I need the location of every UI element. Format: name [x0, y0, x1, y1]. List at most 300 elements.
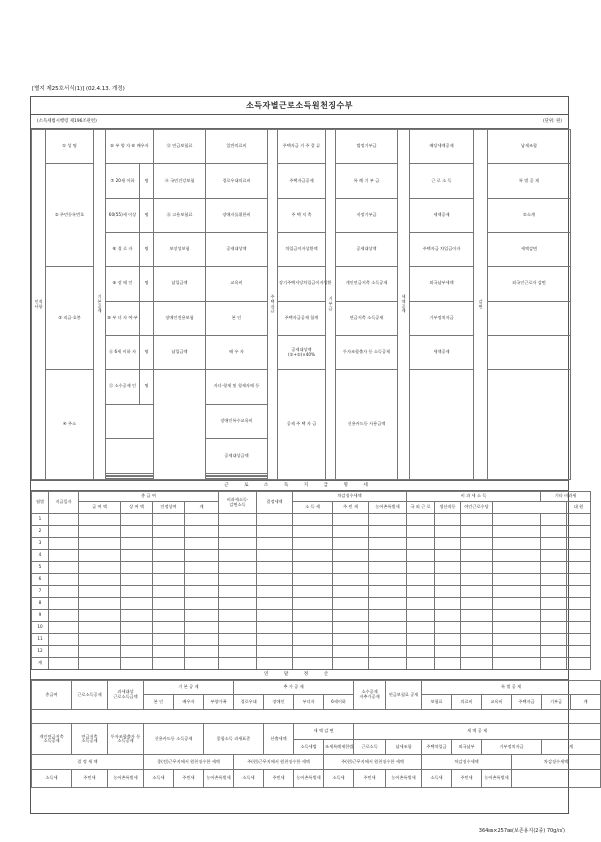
month-cell[interactable]: [79, 562, 121, 574]
month-cell[interactable]: [257, 574, 293, 586]
month-cell[interactable]: [461, 586, 493, 598]
month-cell[interactable]: [369, 634, 407, 646]
month-label: 7: [32, 586, 49, 598]
a2b-union: 납세조합: [386, 739, 422, 755]
a2b-special-act: 조세특례제한법: [324, 739, 354, 755]
month-cell[interactable]: [185, 526, 219, 538]
month-label: 8: [32, 598, 49, 610]
month-cell[interactable]: [493, 646, 541, 658]
a2b-political: 기부정치자금: [482, 739, 542, 755]
month-cell[interactable]: [257, 610, 293, 622]
month-row: [32, 610, 591, 622]
month-cell[interactable]: [461, 646, 493, 658]
month-cell[interactable]: [49, 538, 79, 550]
info-table: [31, 129, 571, 480]
month-cell[interactable]: [49, 610, 79, 622]
month-cell[interactable]: [121, 622, 153, 634]
month-cell[interactable]: [49, 562, 79, 574]
month-cell[interactable]: [567, 550, 591, 562]
month-cell[interactable]: [49, 622, 79, 634]
month-cell[interactable]: [121, 586, 153, 598]
month-cell[interactable]: [435, 634, 461, 646]
month-cell[interactable]: [293, 562, 333, 574]
month-cell[interactable]: [293, 574, 333, 586]
month-cell[interactable]: [153, 550, 185, 562]
month-cell[interactable]: [79, 514, 121, 526]
subtotal: ①소계: [488, 198, 571, 232]
a-total-pay: 총급여: [32, 681, 72, 710]
a-self: 본 인: [144, 695, 174, 709]
month-cell[interactable]: [293, 526, 333, 538]
month-cell[interactable]: [541, 586, 567, 598]
month-cell[interactable]: [541, 538, 567, 550]
month-row: [32, 646, 591, 658]
a3b-1: 주민세: [72, 769, 108, 787]
month-cell[interactable]: [567, 634, 591, 646]
month-cell[interactable]: [541, 526, 567, 538]
month-label: 12: [32, 646, 49, 658]
month-cell[interactable]: [493, 622, 541, 634]
month-cell[interactable]: [219, 622, 257, 634]
month-label: 1: [32, 514, 49, 526]
month-cell[interactable]: [369, 562, 407, 574]
month-cell[interactable]: [121, 526, 153, 538]
month-cell[interactable]: [153, 622, 185, 634]
month-cell[interactable]: [219, 646, 257, 658]
month-cell[interactable]: [79, 550, 121, 562]
a3b-0: 소득세: [32, 769, 72, 787]
address: ④ 주소: [46, 370, 94, 480]
month-cell[interactable]: [541, 550, 567, 562]
month-cell[interactable]: [407, 622, 435, 634]
month-cell[interactable]: [79, 646, 121, 658]
month-cell[interactable]: [333, 550, 369, 562]
month-cell[interactable]: [435, 586, 461, 598]
month-cell[interactable]: [461, 562, 493, 574]
month-cell[interactable]: [407, 550, 435, 562]
month-cell[interactable]: [257, 646, 293, 658]
tax-union: 납세조합: [488, 130, 571, 164]
month-cell[interactable]: [333, 562, 369, 574]
month-cell[interactable]: [121, 610, 153, 622]
withholding-ledger-form: [30, 96, 588, 814]
disabled-medical: 장애자를위한비: [206, 198, 268, 232]
month-cell[interactable]: [435, 622, 461, 634]
spouse-education: 배 우 자: [206, 335, 268, 369]
month-cell[interactable]: [49, 586, 79, 598]
month-cell[interactable]: [407, 610, 435, 622]
a3b-11: 농어촌특별세: [386, 769, 422, 787]
special-blank-2: [488, 335, 571, 369]
month-cell[interactable]: [219, 598, 257, 610]
month-cell[interactable]: [461, 550, 493, 562]
month-cell[interactable]: [407, 574, 435, 586]
month-cell[interactable]: [185, 538, 219, 550]
a-woman: 부녀자: [294, 695, 324, 709]
month-cell[interactable]: [333, 622, 369, 634]
month-cell[interactable]: [369, 598, 407, 610]
month-cell[interactable]: [219, 562, 257, 574]
month-cell[interactable]: [435, 646, 461, 658]
month-cell[interactable]: [79, 658, 121, 670]
h-bonus: 상 여 액: [121, 502, 153, 514]
month-cell[interactable]: [333, 538, 369, 550]
month-cell[interactable]: [493, 598, 541, 610]
month-cell[interactable]: [541, 622, 567, 634]
month-cell[interactable]: [153, 610, 185, 622]
month-cell[interactable]: [493, 538, 541, 550]
month-cell[interactable]: [49, 634, 79, 646]
h-resident-tax: 주 민 세: [333, 502, 369, 514]
month-cell[interactable]: [461, 622, 493, 634]
month-cell[interactable]: [185, 646, 219, 658]
month-cell[interactable]: [541, 562, 567, 574]
month-cell[interactable]: [333, 634, 369, 646]
a-sum: 계: [571, 695, 601, 709]
a-basic-deduction: 기 본 공 제: [144, 681, 234, 695]
month-cell[interactable]: [257, 538, 293, 550]
a-small-family: 소수공제 자추가공제: [354, 681, 386, 710]
month-cell[interactable]: [293, 610, 333, 622]
month-cell[interactable]: [567, 622, 591, 634]
month-cell[interactable]: [435, 574, 461, 586]
month-cell[interactable]: [79, 574, 121, 586]
dep-row-1-unit: 명: [140, 198, 154, 232]
month-cell[interactable]: [185, 598, 219, 610]
month-cell[interactable]: [369, 586, 407, 598]
dep-row-6-unit: 명: [140, 370, 154, 404]
month-cell[interactable]: [407, 598, 435, 610]
month-cell[interactable]: [293, 598, 333, 610]
month-cell[interactable]: [333, 574, 369, 586]
month-cell[interactable]: [541, 646, 567, 658]
foreign-tax: 외국납부세액: [410, 267, 474, 301]
month-cell[interactable]: [153, 646, 185, 658]
h-production: 생산직등: [435, 502, 461, 514]
month-cell[interactable]: [567, 586, 591, 598]
month-cell[interactable]: [219, 514, 257, 526]
month-cell[interactable]: [461, 514, 493, 526]
designated-donation: 지정기부금: [336, 198, 398, 232]
month-cell[interactable]: [567, 598, 591, 610]
month-cell[interactable]: [541, 574, 567, 586]
month-cell[interactable]: [79, 538, 121, 550]
month-cell[interactable]: [79, 586, 121, 598]
a2b-earned: 근로소득: [354, 739, 386, 755]
month-cell[interactable]: [435, 526, 461, 538]
month-cell[interactable]: [121, 514, 153, 526]
month-cell[interactable]: [257, 550, 293, 562]
a-housing: 주택자금: [512, 695, 542, 709]
month-cell[interactable]: [79, 598, 121, 610]
month-cell[interactable]: [49, 574, 79, 586]
month-cell[interactable]: [121, 550, 153, 562]
month-cell[interactable]: [541, 634, 567, 646]
a3b-14: 농어촌특별세: [482, 769, 512, 787]
month-cell[interactable]: [153, 598, 185, 610]
month-cell[interactable]: [49, 514, 79, 526]
a3b-10: 주민세: [354, 769, 386, 787]
employment-insurance: ⑮ 고용보험료: [154, 198, 206, 232]
month-cell[interactable]: [541, 610, 567, 622]
a2b-sum: 계: [542, 739, 601, 755]
month-cell[interactable]: [461, 526, 493, 538]
month-cell[interactable]: [333, 646, 369, 658]
month-cell[interactable]: [435, 658, 461, 670]
title-bar: [31, 97, 568, 115]
loan-interest: 차입금이자상환액: [278, 232, 326, 266]
month-cell[interactable]: [461, 634, 493, 646]
month-cell[interactable]: [461, 610, 493, 622]
month-cell[interactable]: [49, 658, 79, 670]
dep-row-4-unit: [140, 301, 154, 335]
month-cell[interactable]: [153, 538, 185, 550]
month-row: [32, 550, 591, 562]
month-cell[interactable]: [219, 526, 257, 538]
a3b-8: 농어촌특별세: [294, 769, 324, 787]
month-cell[interactable]: [407, 586, 435, 598]
h-income-tax: 소 득 세: [293, 502, 333, 514]
political-donation: 기부정치자금: [410, 301, 474, 335]
month-cell[interactable]: [79, 526, 121, 538]
month-row: [32, 562, 591, 574]
month-cell[interactable]: [369, 622, 407, 634]
month-cell[interactable]: [185, 610, 219, 622]
a2-personal-pension: 개인연금저축 소득공제: [32, 724, 72, 755]
form-reference: [별지 제25호서식(1)] (02.4.13. 개정): [32, 86, 125, 92]
dep-row-4-label: ⑩ 부 녀 자 여·부: [106, 301, 140, 335]
month-cell[interactable]: [369, 538, 407, 550]
month-cell[interactable]: [407, 658, 435, 670]
month-cell[interactable]: [185, 622, 219, 634]
monthly-table: [31, 491, 591, 670]
month-cell[interactable]: [461, 538, 493, 550]
month-cell[interactable]: [219, 574, 257, 586]
month-cell[interactable]: [461, 598, 493, 610]
month-cell[interactable]: [121, 574, 153, 586]
month-cell[interactable]: [407, 562, 435, 574]
month-cell[interactable]: [369, 526, 407, 538]
a2-credit-card: 신용카드등 소득공제: [144, 724, 204, 755]
a2-investment: 투자조합출자 등 소득공제: [108, 724, 144, 755]
special-deduction: 특 별 공 제: [488, 164, 571, 198]
month-cell[interactable]: [407, 514, 435, 526]
month-label: 3: [32, 538, 49, 550]
month-cell[interactable]: [567, 562, 591, 574]
month-cell[interactable]: [49, 598, 79, 610]
month-cell[interactable]: [153, 574, 185, 586]
month-cell[interactable]: [369, 574, 407, 586]
month-cell[interactable]: [121, 598, 153, 610]
donation-side-label: 기 부 금: [326, 130, 336, 480]
month-cell[interactable]: [369, 550, 407, 562]
month-cell[interactable]: [493, 574, 541, 586]
house-deduction: 주택자금공제: [278, 164, 326, 198]
month-label: 9: [32, 610, 49, 622]
month-cell[interactable]: [79, 610, 121, 622]
month-cell[interactable]: [257, 526, 293, 538]
month-cell[interactable]: [493, 514, 541, 526]
page-title: 소득자별근로소득원천징수부: [246, 100, 353, 110]
month-cell[interactable]: [493, 550, 541, 562]
month-label: 2: [32, 526, 49, 538]
month-cell[interactable]: [185, 562, 219, 574]
mortgage-interest: 장기주택저당차입금이자상환: [278, 267, 326, 301]
a3-previous: 종(전)근무지에서 원천징수한 세액: [144, 755, 234, 769]
month-cell[interactable]: [333, 526, 369, 538]
month-cell[interactable]: [369, 658, 407, 670]
month-cell[interactable]: [435, 538, 461, 550]
month-cell[interactable]: [257, 658, 293, 670]
month-cell[interactable]: [219, 658, 257, 670]
annual-values-1: [32, 709, 601, 723]
month-cell[interactable]: [541, 598, 567, 610]
h-member: 대 원: [567, 502, 591, 514]
month-cell[interactable]: [493, 586, 541, 598]
month-cell[interactable]: [407, 646, 435, 658]
month-cell[interactable]: [185, 634, 219, 646]
month-cell[interactable]: [407, 634, 435, 646]
month-cell[interactable]: [493, 562, 541, 574]
month-cell[interactable]: [121, 562, 153, 574]
month-label: 5: [32, 562, 49, 574]
paid-amount-2: 납입금액: [154, 335, 206, 369]
month-cell[interactable]: [257, 622, 293, 634]
month-cell[interactable]: [153, 562, 185, 574]
month-cell[interactable]: [153, 586, 185, 598]
month-cell[interactable]: [293, 658, 333, 670]
dep-row-0-label: ⑦ 20세 이하: [106, 164, 140, 198]
col-determined: 결정세액: [257, 492, 293, 514]
paid-amount-1: 납입금액: [154, 267, 206, 301]
month-row: [32, 526, 591, 538]
month-cell[interactable]: [219, 610, 257, 622]
month-cell[interactable]: [293, 646, 333, 658]
month-cell[interactable]: [293, 634, 333, 646]
month-cell[interactable]: [257, 634, 293, 646]
tax-credit: 세액공제: [410, 198, 474, 232]
month-cell[interactable]: [121, 646, 153, 658]
month-cell[interactable]: [493, 610, 541, 622]
month-cell[interactable]: [293, 514, 333, 526]
month-cell[interactable]: [293, 622, 333, 634]
month-cell[interactable]: [257, 586, 293, 598]
month-cell[interactable]: [461, 574, 493, 586]
dep-blank-1: [106, 404, 154, 438]
month-cell[interactable]: [407, 526, 435, 538]
month-cell[interactable]: [293, 586, 333, 598]
a2-pension-savings: 연금저축 소득공제: [72, 724, 108, 755]
month-cell[interactable]: [333, 586, 369, 598]
month-cell[interactable]: [333, 514, 369, 526]
month-cell[interactable]: [121, 658, 153, 670]
month-cell[interactable]: [153, 658, 185, 670]
month-cell[interactable]: [185, 658, 219, 670]
month-cell[interactable]: [567, 538, 591, 550]
month-cell[interactable]: [121, 634, 153, 646]
month-cell[interactable]: [369, 610, 407, 622]
month-cell[interactable]: [185, 514, 219, 526]
month-cell[interactable]: [79, 622, 121, 634]
dependent-header: ⑤ 부 양 자 ⑥ 배우자: [106, 130, 154, 164]
investment-deduction: 투자조합출자 등 소득공제: [336, 335, 398, 369]
month-cell[interactable]: [333, 658, 369, 670]
month-cell[interactable]: [567, 658, 591, 670]
credit-card: 신용카드등 사용금액: [336, 370, 398, 480]
a3-current-2: 주(현)근무지에서 원천징수한 세액: [324, 755, 422, 769]
a3b-blank: [512, 769, 601, 787]
month-cell[interactable]: [567, 574, 591, 586]
month-cell[interactable]: [493, 634, 541, 646]
month-cell[interactable]: [435, 562, 461, 574]
month-cell[interactable]: [333, 598, 369, 610]
month-cell[interactable]: [369, 646, 407, 658]
month-cell[interactable]: [541, 658, 567, 670]
month-cell[interactable]: [461, 658, 493, 670]
month-cell[interactable]: [333, 610, 369, 622]
month-cell[interactable]: [493, 526, 541, 538]
month-cell[interactable]: [49, 550, 79, 562]
dep-row-2-label: ⑧ 경 로 자: [106, 232, 140, 266]
month-cell[interactable]: [567, 526, 591, 538]
month-cell[interactable]: [369, 514, 407, 526]
month-cell[interactable]: [219, 586, 257, 598]
month-cell[interactable]: [435, 610, 461, 622]
a-earned-deduction: 근로소득공제: [72, 681, 108, 710]
month-cell[interactable]: [185, 550, 219, 562]
month-cell[interactable]: [257, 562, 293, 574]
month-cell[interactable]: [219, 550, 257, 562]
h-deemed-bonus: 인정상여: [153, 502, 185, 514]
month-cell[interactable]: [185, 586, 219, 598]
month-cell[interactable]: [407, 538, 435, 550]
month-cell[interactable]: [257, 598, 293, 610]
tax-side-label: 세 액 공 제: [398, 130, 410, 480]
dep-row-2-unit: 명: [140, 232, 154, 266]
month-cell[interactable]: [435, 598, 461, 610]
month-cell[interactable]: [185, 574, 219, 586]
a3b-4: 주민세: [174, 769, 204, 787]
month-cell[interactable]: [219, 634, 257, 646]
month-cell[interactable]: [257, 514, 293, 526]
medical-eligible: 공제대상액: [206, 232, 268, 266]
month-cell[interactable]: [49, 526, 79, 538]
month-cell[interactable]: [219, 538, 257, 550]
month-cell[interactable]: [49, 646, 79, 658]
month-cell[interactable]: [541, 514, 567, 526]
month-row: [32, 634, 591, 646]
month-cell[interactable]: [293, 538, 333, 550]
month-cell[interactable]: [293, 550, 333, 562]
annual-tail: [32, 787, 601, 815]
house-total: 주택자금공제 합계: [278, 301, 326, 335]
month-cell[interactable]: [435, 550, 461, 562]
general-medical: 일반의료비: [206, 130, 268, 164]
month-cell[interactable]: [153, 526, 185, 538]
month-cell[interactable]: [493, 658, 541, 670]
month-cell[interactable]: [153, 514, 185, 526]
month-cell[interactable]: [435, 514, 461, 526]
month-cell[interactable]: [567, 610, 591, 622]
month-cell[interactable]: [79, 634, 121, 646]
month-cell[interactable]: [153, 634, 185, 646]
month-cell[interactable]: [567, 514, 591, 526]
month-cell[interactable]: [567, 646, 591, 658]
annual-section-label: 연 말 정 산: [31, 669, 568, 680]
col-other-nontax: 기타 비과세: [541, 492, 591, 502]
foreign-worker: 외국인근로자 감면: [488, 267, 571, 301]
month-cell[interactable]: [121, 538, 153, 550]
